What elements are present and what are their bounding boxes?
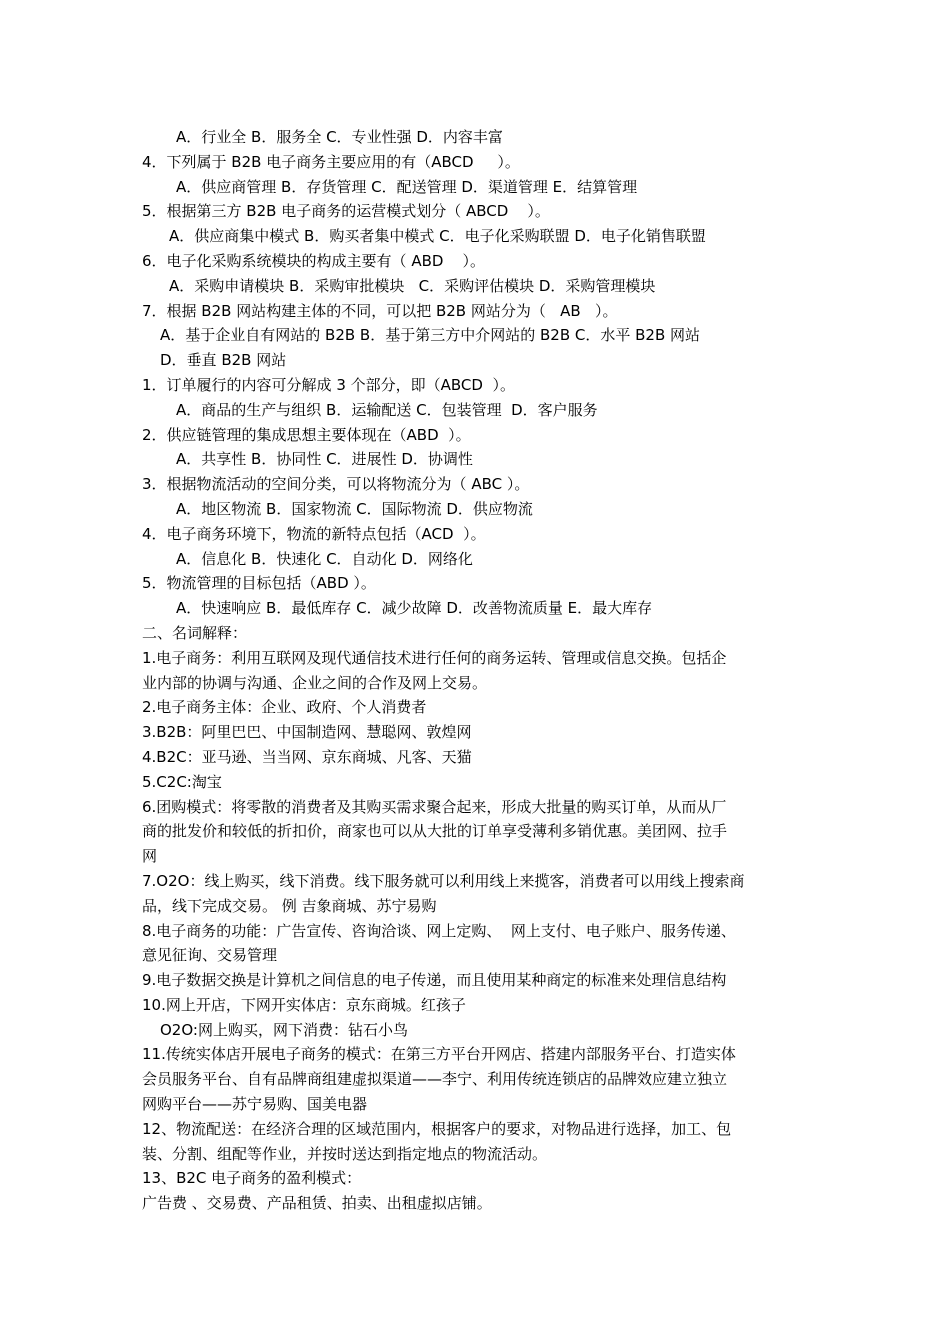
text-line: 业内部的协调与沟通、企业之间的合作及网上交易。 [142, 673, 488, 692]
text-line: 二、名词解释： [142, 623, 248, 642]
text-line: 6.团购模式：将零散的消费者及其购买需求聚合起来，形成大批量的购买订单，从而从厂 [142, 797, 727, 816]
document-body [142, 125, 812, 1216]
text-line: 5．物流管理的目标包括（ABD ）。 [142, 574, 376, 593]
text-line: A．供应商集中模式 B．购买者集中模式 C．电子化采购联盟 D．电子化销售联盟 [169, 227, 706, 246]
text-line: 3．根据物流活动的空间分类，可以将物流分为（ ABC ）。 [142, 475, 530, 494]
text-line: 11.传统实体店开展电子商务的模式：在第三方平台开网店、搭建内部服务平台、打造实体 [142, 1045, 736, 1064]
text-line: 4．电子商务环境下，物流的新特点包括（ACD ）。 [142, 524, 486, 543]
text-line: 9.电子数据交换是计算机之间信息的电子传递，而且使用某种商定的标准来处理信息结构 [142, 971, 727, 990]
text-line: 13、B2C 电子商务的盈利模式： [142, 1169, 362, 1188]
text-line: A．行业全 B．服务全 C．专业性强 D．内容丰富 [176, 128, 503, 146]
text-line: 网 [142, 847, 158, 866]
text-line: 广告费 、交易费、产品租赁、拍卖、出租虚拟店铺。 [142, 1194, 492, 1213]
text-line: 6．电子化采购系统模块的构成主要有（ ABD ）。 [142, 251, 485, 270]
text-line: 2．供应链管理的集成思想主要体现在（ABD ）。 [142, 425, 471, 444]
text-line: A．地区物流 B．国家物流 C．国际物流 D．供应物流 [176, 499, 533, 518]
text-line: 装、分割、组配等作业，并按时送达到指定地点的物流活动。 [142, 1144, 548, 1163]
text-line: 2.电子商务主体：企业、政府、个人消费者 [142, 698, 427, 717]
text-line: 5.C2C:淘宝 [142, 772, 222, 791]
text-line: 7．根据 B2B 网站构建主体的不同，可以把 B2B 网站分为（ AB ）。 [142, 301, 618, 320]
text-line: 4．下列属于 B2B 电子商务主要应用的有（ABCD ）。 [142, 152, 520, 171]
text-line: 网购平台——苏宁易购、国美电器 [142, 1095, 368, 1114]
text-line: D．垂直 B2B 网站 [160, 351, 287, 370]
text-line: A．基于企业自有网站的 B2B B．基于第三方中介网站的 B2B C．水平 B2B 网站 [160, 326, 701, 345]
text-line: 会员服务平台、自有品牌商组建虚拟渠道——李宁、利用传统连锁店的品牌效应建立独立 [142, 1070, 728, 1089]
text-line: 4.B2C：亚马逊、当当网、京东商城、凡客、天猫 [142, 747, 472, 766]
text-line: 10.网上开店，下网开实体店：京东商城。红孩子 [142, 995, 466, 1014]
text-line: 7.O2O：线上购买，线下消费。线下服务就可以利用线上来揽客，消费者可以用线上搜索商 [142, 871, 745, 890]
text-line: 1.电子商务：利用互联网及现代通信技术进行任何的商务运转、管理或信息交换。包括企 [142, 648, 727, 667]
text-line: 8.电子商务的功能：广告宣传、咨询洽谈、网上定购、 网上支付、电子账户、服务传递、 [142, 921, 736, 940]
text-line: 1．订单履行的内容可分解成 3 个部分，即（ABCD ）。 [142, 375, 515, 394]
text-line: A．采购申请模块 B．采购审批模块 C．采购评估模块 D．采购管理模块 [169, 276, 656, 295]
text-line: 5．根据第三方 B2B 电子商务的运营模式划分（ ABCD ）。 [142, 202, 550, 221]
text-line: A．共享性 B．协同性 C．进展性 D．协调性 [176, 450, 473, 469]
text-line: 品，线下完成交易。 例 吉象商城、苏宁易购 [142, 896, 437, 915]
text-line: A．供应商管理 B．存货管理 C．配送管理 D．渠道管理 E．结算管理 [176, 177, 638, 196]
text-line: A．信息化 B．快速化 C．自动化 D．网络化 [176, 549, 473, 568]
text-line: 3.B2B：阿里巴巴、中国制造网、慧聪网、敦煌网 [142, 723, 472, 742]
text-line: 12、物流配送：在经济合理的区域范围内，根据客户的要求，对物品进行选择，加工、包 [142, 1119, 732, 1138]
text-line: A．商品的生产与组织 B．运输配送 C．包装管理 D．客户服务 [176, 400, 598, 419]
text-line: O2O:网上购买，网下消费：钻石小鸟 [160, 1020, 408, 1039]
text-line: 商的批发价和较低的折扣价，商家也可以从大批的订单享受薄利多销优惠。美团网、拉手 [142, 822, 728, 841]
text-line: A．快速响应 B．最低库存 C．减少故障 D．改善物流质量 E．最大库存 [176, 599, 653, 618]
text-line: 意见征询、交易管理 [142, 946, 278, 965]
